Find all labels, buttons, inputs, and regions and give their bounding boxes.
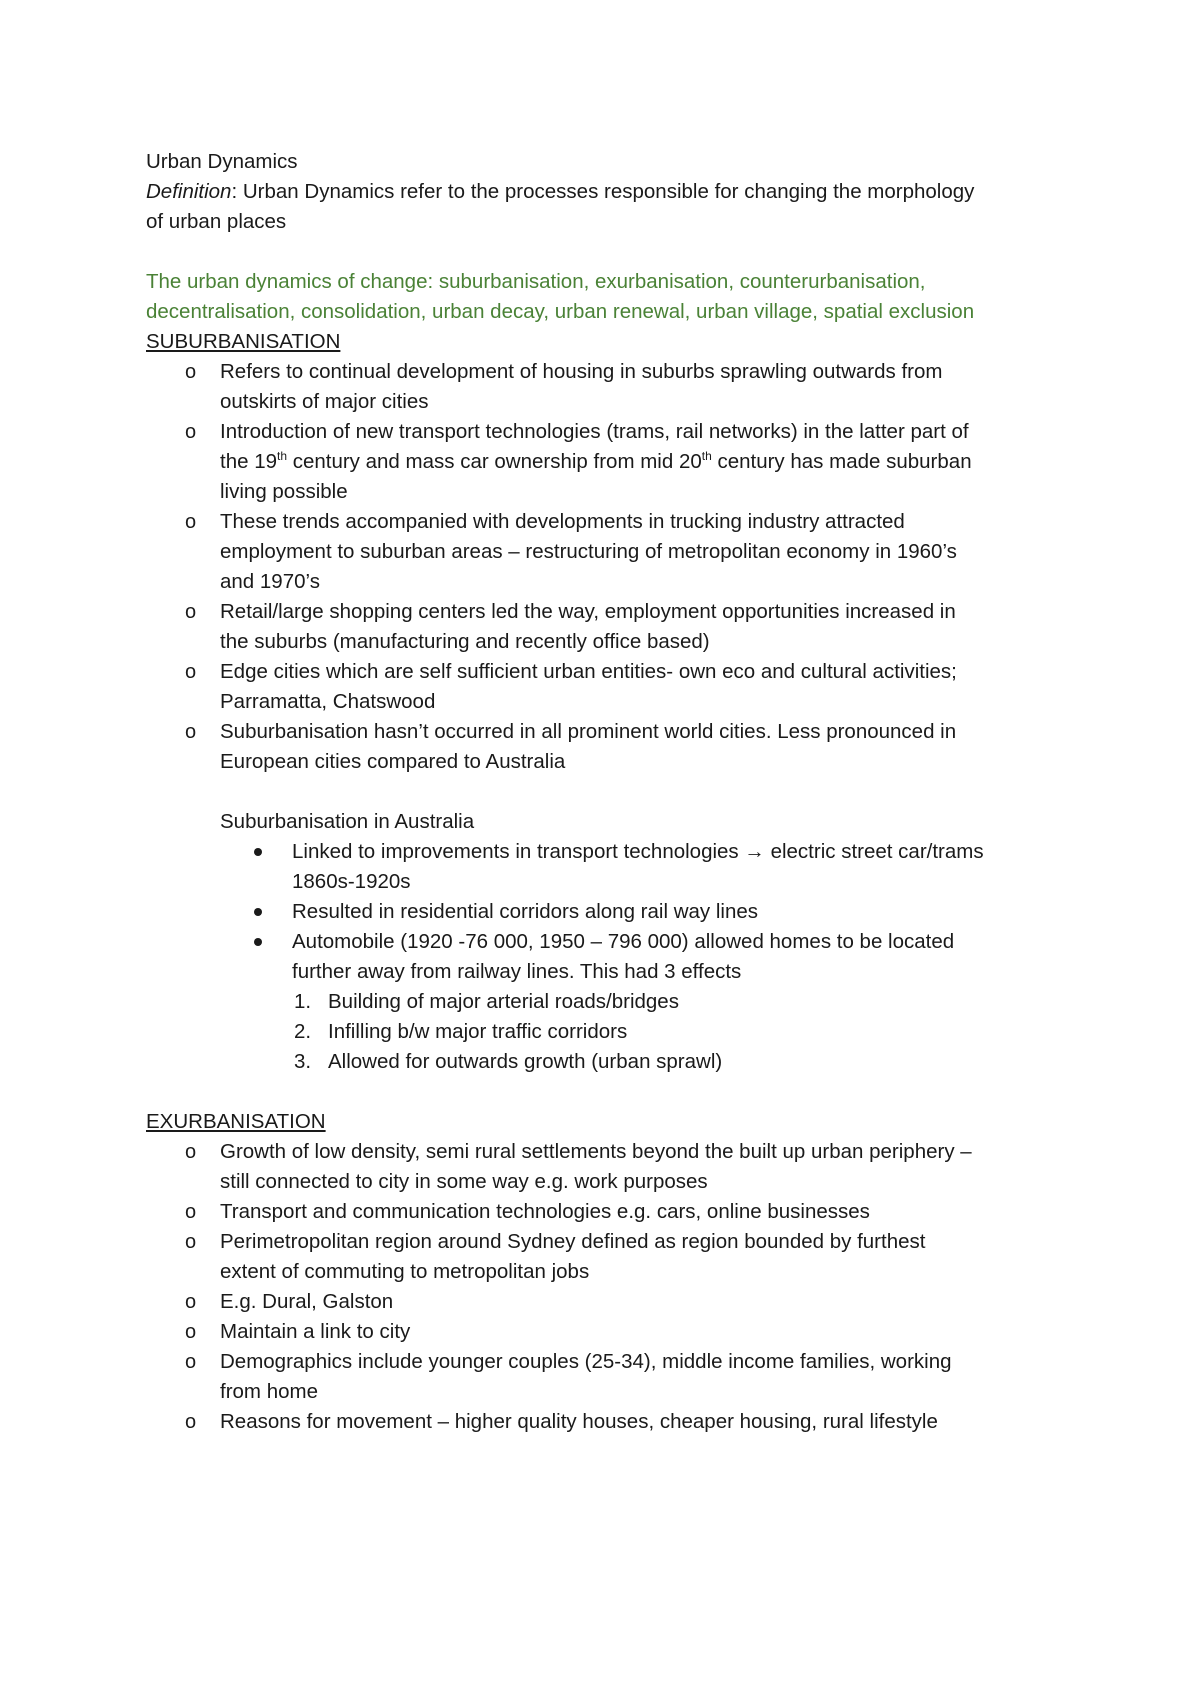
bullet-item-line: 1860s-1920s <box>292 870 411 893</box>
numbered-item: Allowed for outwards growth (urban sprawl) <box>328 1050 723 1073</box>
intro-line-2: decentralisation, consolidation, urban decay, urban renewal, urban village, spatial exclusion <box>146 300 975 323</box>
circle-bullet-icon: o <box>185 421 197 443</box>
list-item-line: Retail/large shopping centers led the way, employment opportunities increased in <box>220 600 956 623</box>
list-item-line: and 1970’s <box>220 570 320 593</box>
australia-subheading: Suburbanisation in Australia <box>220 810 475 833</box>
list-item-line: Maintain a link to city <box>220 1320 411 1343</box>
circle-bullet-icon: o <box>185 1141 197 1163</box>
bullet-item-line: further away from railway lines. This had 3 effects <box>292 960 742 983</box>
circle-bullet-icon: o <box>185 1411 197 1433</box>
circle-bullet-icon: o <box>185 361 197 383</box>
list-item-line: employment to suburban areas – restructuring of metropolitan economy in 1960’s <box>220 540 957 563</box>
bullet-item-line: Automobile (1920 -76 000, 1950 – 796 000) allowed homes to be located <box>292 930 955 953</box>
list-item-line: extent of commuting to metropolitan jobs <box>220 1260 590 1283</box>
circle-bullet-icon: o <box>185 1321 197 1343</box>
list-item-line: Refers to continual development of housing in suburbs sprawling outwards from <box>220 360 943 383</box>
list-item-line: Reasons for movement – higher quality houses, cheaper housing, rural lifestyle <box>220 1410 938 1433</box>
list-item-text: century has made suburban <box>711 450 972 473</box>
numbered-item: Building of major arterial roads/bridges <box>328 990 679 1013</box>
list-item-line: Edge cities which are self sufficient urban entities- own eco and cultural activities; <box>220 660 957 683</box>
list-item-line: Suburbanisation hasn’t occurred in all prominent world cities. Less pronounced in <box>220 720 957 743</box>
circle-bullet-icon: o <box>185 721 197 743</box>
list-item-line: the suburbs (manufacturing and recently office based) <box>220 630 710 653</box>
list-item-line: living possible <box>220 480 348 503</box>
circle-bullet-icon: o <box>185 1291 197 1313</box>
list-item-line: Demographics include younger couples (25-34), middle income families, working <box>220 1350 952 1373</box>
list-item-line: outskirts of major cities <box>220 390 429 413</box>
circle-bullet-icon: o <box>185 661 197 683</box>
suburbanisation-heading: SUBURBANISATION <box>146 330 341 353</box>
circle-bullet-icon: o <box>185 1351 197 1373</box>
list-item-line: Transport and communication technologies e.g. cars, online businesses <box>220 1200 870 1223</box>
circle-bullet-icon: o <box>185 511 197 533</box>
superscript: th <box>701 449 712 463</box>
list-item-text: the 19 <box>220 450 277 473</box>
list-item-line: These trends accompanied with developments in trucking industry attracted <box>220 510 905 533</box>
definition-label: Definition <box>146 180 232 203</box>
circle-bullet-icon: o <box>185 1231 197 1253</box>
list-item-line <box>220 447 972 477</box>
bullet-item-line: Resulted in residential corridors along rail way lines <box>292 900 759 923</box>
document-title: Urban Dynamics <box>146 150 298 173</box>
bullet-item-line: Linked to improvements in transport technologies → electric street car/trams <box>292 840 984 863</box>
list-item-line: from home <box>220 1380 318 1403</box>
dot-bullet-icon <box>254 938 262 946</box>
list-item-line: Perimetropolitan region around Sydney defined as region bounded by furthest <box>220 1230 926 1253</box>
definition-text-1: : Urban Dynamics refer to the processes responsible for changing the morphology <box>231 180 975 203</box>
circle-bullet-icon: o <box>185 601 197 623</box>
numbered-marker: 1. <box>294 990 312 1013</box>
superscript: th <box>277 449 288 463</box>
dot-bullet-icon <box>254 908 262 916</box>
list-item-text: century and mass car ownership from mid 20 <box>287 450 702 473</box>
numbered-marker: 3. <box>294 1050 312 1073</box>
list-item-line: Parramatta, Chatswood <box>220 690 436 713</box>
list-item-line: still connected to city in some way e.g. work purposes <box>220 1170 708 1193</box>
definition-line-1 <box>146 177 974 207</box>
intro-line-1: The urban dynamics of change: suburbanisation, exurbanisation, counterurbanisation, <box>146 270 926 293</box>
list-item-line: Introduction of new transport technologies (trams, rail networks) in the latter part of <box>220 420 969 443</box>
numbered-marker: 2. <box>294 1020 312 1043</box>
exurbanisation-heading: EXURBANISATION <box>146 1110 326 1133</box>
circle-bullet-icon: o <box>185 1201 197 1223</box>
list-item-line: European cities compared to Australia <box>220 750 566 773</box>
list-item-line: Growth of low density, semi rural settlements beyond the built up urban periphery – <box>220 1140 972 1163</box>
list-item-line: E.g. Dural, Galston <box>220 1290 394 1313</box>
definition-line-2: of urban places <box>146 210 287 233</box>
dot-bullet-icon <box>254 848 262 856</box>
numbered-item: Infilling b/w major traffic corridors <box>328 1020 628 1043</box>
